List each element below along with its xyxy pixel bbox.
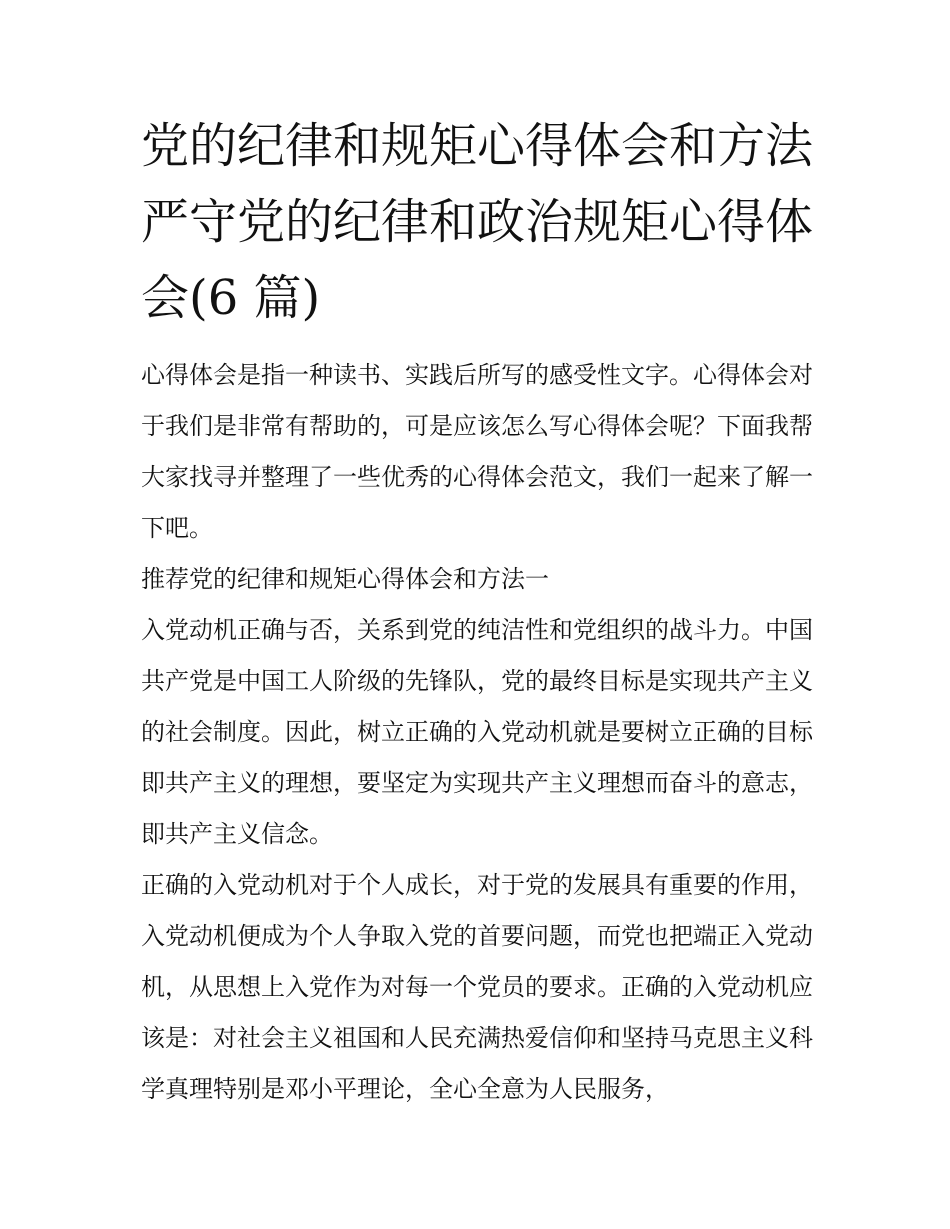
section-heading: 推荐党的纪律和规矩心得体会和方法一: [141, 565, 549, 593]
paragraph-importance: 正确的入党动机对于个人成长，对于党的发展具有重要的作用，入党动机便成为个人争取入党的首要问题，而党也把端正入党动机，从思想上入党作为对每一个党员的要求。正确的入党动机应该是：对社会主义祖国和人民充满热爱信仰和坚持马克思主义科学真理特别是邓小平理论，全心全意为人民服务，: [141, 871, 813, 1103]
paragraph-intro: 心得体会是指一种读书、实践后所写的感受性文字。心得体会对于我们是非常有帮助的，可是应该怎么写心得体会呢？下面我帮大家找寻并整理了一些优秀的心得体会范文，我们一起来了解一下吧。: [141, 361, 813, 542]
document-title: 党的纪律和规矩心得体会和方法 严守党的纪律和政治规矩心得体会(6 篇): [141, 118, 814, 326]
document-page: [141, 108, 813, 1115]
paragraph-motivation: 入党动机正确与否，关系到党的纯洁性和党组织的战斗力。中国共产党是中国工人阶级的先锋队，党的最终目标是实现共产主义的社会制度。因此，树立正确的入党动机就是要树立正确的目标即共产主义的理想，要坚定为实现共产主义理想而奋斗的意志，即共产主义信念。: [141, 616, 813, 848]
document-body: [141, 350, 813, 1115]
